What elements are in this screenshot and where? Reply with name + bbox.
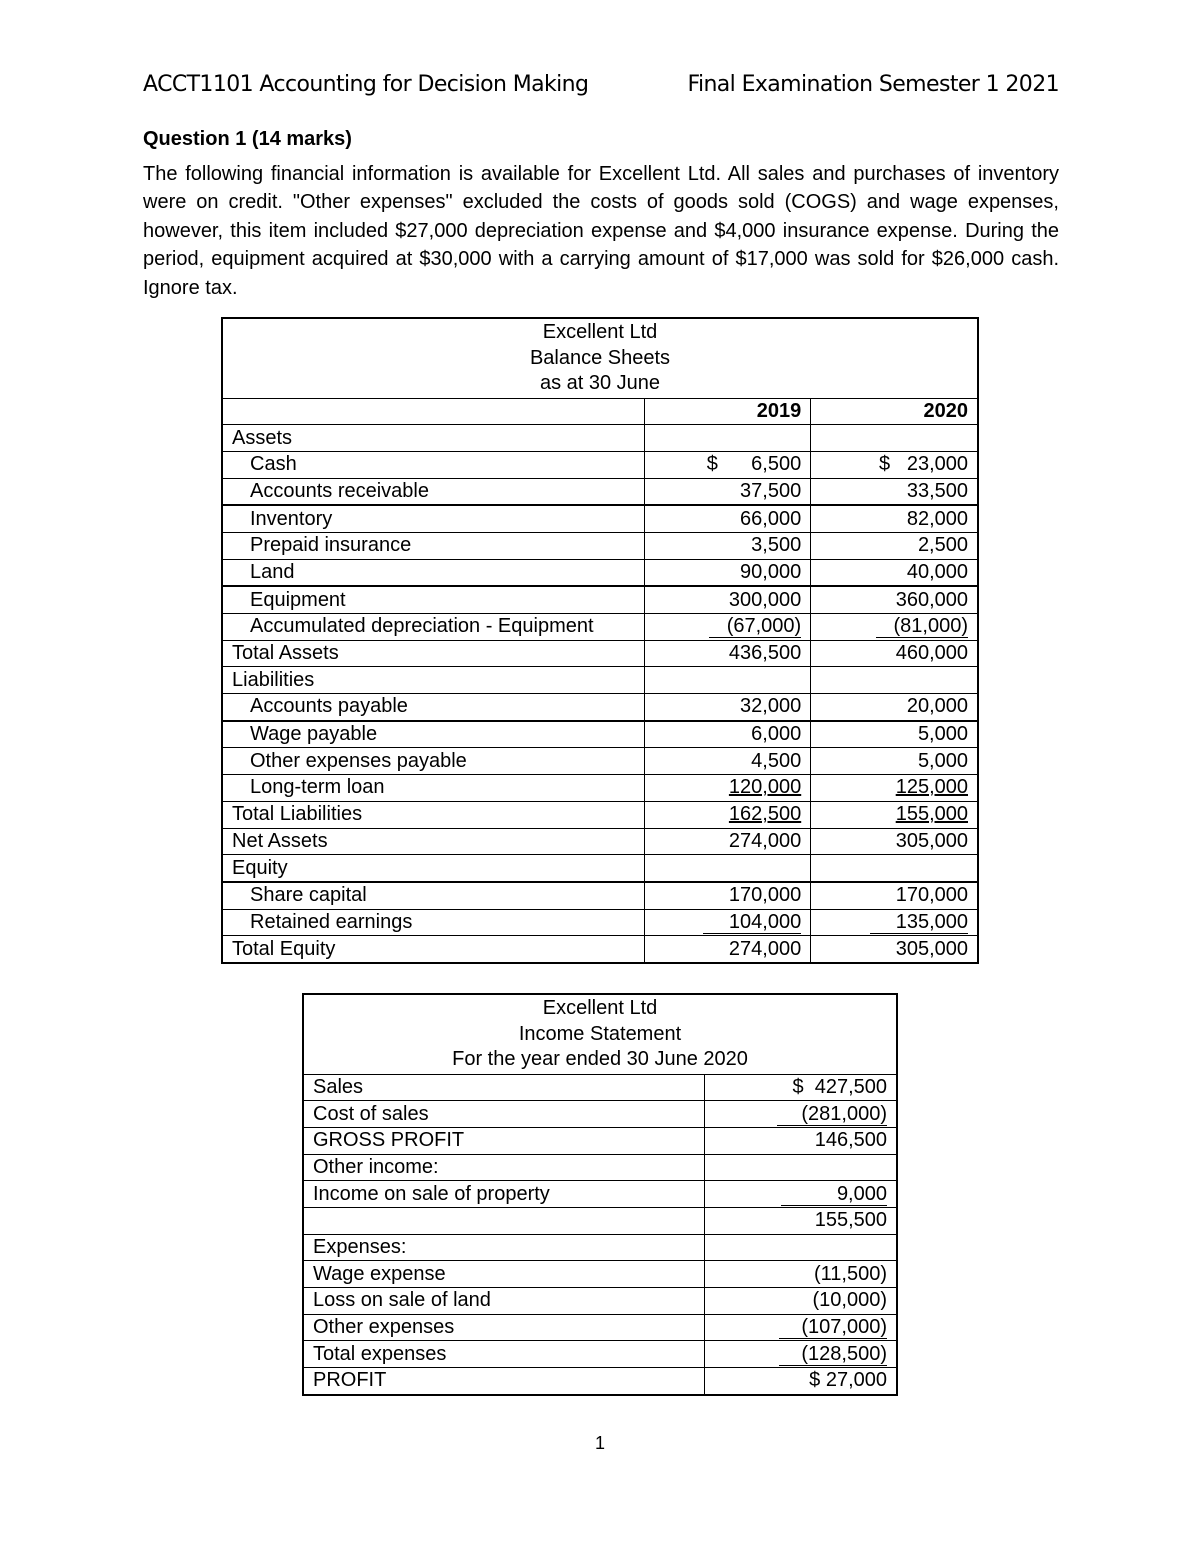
table-row bbox=[222, 614, 978, 641]
balance-sheet-date: as at 30 June bbox=[539, 372, 661, 394]
value-2020: 305,000 bbox=[811, 828, 978, 855]
balance-sheet-name: Balance Sheets bbox=[529, 346, 671, 369]
value-2019 bbox=[644, 425, 810, 452]
value-2019 bbox=[644, 667, 810, 694]
table-row bbox=[222, 478, 978, 505]
value-2019 bbox=[644, 909, 810, 936]
table-row bbox=[222, 667, 978, 694]
value-2020 bbox=[811, 855, 978, 882]
row-label bbox=[303, 1207, 705, 1234]
underlined-value: 162,500 bbox=[728, 803, 802, 826]
underlined-value: 120,000 bbox=[728, 776, 802, 799]
row-label: Long-term loan bbox=[222, 775, 644, 802]
table-row bbox=[303, 1207, 897, 1234]
year-2019: 2019 bbox=[644, 398, 810, 425]
table-row bbox=[303, 1288, 897, 1315]
row-label: Total Liabilities bbox=[222, 801, 644, 828]
underlined-value: (67,000) bbox=[709, 616, 802, 638]
table-row bbox=[222, 586, 978, 613]
table-row bbox=[222, 936, 978, 963]
underlined-value: (281,000) bbox=[777, 1104, 887, 1126]
row-label: Retained earnings bbox=[222, 909, 644, 936]
income-statement-table bbox=[302, 993, 898, 1396]
row-label: GROSS PROFIT bbox=[303, 1127, 705, 1154]
table-row bbox=[222, 505, 978, 532]
table-row bbox=[222, 855, 978, 882]
table-row bbox=[222, 640, 978, 667]
table-row bbox=[222, 828, 978, 855]
value-2020 bbox=[811, 425, 978, 452]
table-row bbox=[303, 1101, 897, 1128]
table-row bbox=[303, 1074, 897, 1101]
value-2019: 66,000 bbox=[644, 505, 810, 532]
question-intro: The following financial information is available for Excellent Ltd. All sales and purchases of inventory were on credit. "Other expenses" excluded the costs of goods sold (COGS) and wage expenses, however, this item included $27,000 depreciation expense and $4,000 insurance expense. During the period, equipment acquired at $30,000 with a carrying amount of $17,000 was sold for $26,000 cash. Ignore tax. bbox=[143, 163, 1059, 299]
underlined-value: (128,500) bbox=[779, 1344, 887, 1366]
income-statement-period: For the year ended 30 June 2020 bbox=[452, 1048, 748, 1070]
income-statement-title-row bbox=[303, 994, 897, 1074]
table-row bbox=[222, 451, 978, 478]
row-label: Total expenses bbox=[303, 1341, 705, 1368]
table-row bbox=[222, 775, 978, 802]
value-2019: 170,000 bbox=[644, 882, 810, 909]
row-label: Other expenses payable bbox=[222, 748, 644, 775]
value-2020 bbox=[811, 909, 978, 936]
value-2020 bbox=[811, 667, 978, 694]
table-row bbox=[303, 1181, 897, 1208]
value-2020: 33,500 bbox=[811, 478, 978, 505]
table-row bbox=[303, 1341, 897, 1368]
underlined-value: 155,000 bbox=[895, 803, 968, 826]
row-label: Other expenses bbox=[303, 1314, 705, 1341]
row-label: Cash bbox=[222, 451, 644, 478]
value-2019: 4,500 bbox=[644, 748, 810, 775]
underlined-value: 125,000 bbox=[895, 776, 968, 799]
row-label: Other income: bbox=[303, 1154, 705, 1181]
row-label: Assets bbox=[222, 425, 644, 452]
row-label: Inventory bbox=[222, 505, 644, 532]
row-value bbox=[705, 1181, 897, 1208]
value-2019: 3,500 bbox=[644, 532, 810, 559]
value-2020: 305,000 bbox=[811, 936, 978, 963]
row-value: 146,500 bbox=[705, 1127, 897, 1154]
balance-sheet-title-row bbox=[222, 318, 978, 398]
row-value bbox=[705, 1101, 897, 1128]
income-statement-name: Income Statement bbox=[518, 1022, 682, 1045]
value-2020 bbox=[811, 801, 978, 828]
value-2020: $ 23,000 bbox=[811, 451, 978, 478]
row-label: Wage payable bbox=[222, 721, 644, 748]
table-row bbox=[303, 1234, 897, 1261]
row-value: 155,500 bbox=[705, 1207, 897, 1234]
table-row bbox=[303, 1127, 897, 1154]
table-row bbox=[222, 748, 978, 775]
underlined-value: 9,000 bbox=[781, 1184, 887, 1206]
row-label: Share capital bbox=[222, 882, 644, 909]
table-row bbox=[222, 882, 978, 909]
balance-sheet-company: Excellent Ltd bbox=[542, 321, 658, 343]
value-2020: 5,000 bbox=[811, 721, 978, 748]
row-value: $ 427,500 bbox=[705, 1074, 897, 1101]
value-2020: 2,500 bbox=[811, 532, 978, 559]
underlined-value: (81,000) bbox=[876, 616, 969, 638]
value-2019 bbox=[644, 614, 810, 641]
row-label: Wage expense bbox=[303, 1261, 705, 1288]
value-2020: 5,000 bbox=[811, 748, 978, 775]
table-row bbox=[303, 1314, 897, 1341]
row-label: Accounts payable bbox=[222, 694, 644, 721]
year-2020: 2020 bbox=[811, 398, 978, 425]
row-label: Accumulated depreciation - Equipment bbox=[222, 614, 644, 641]
underlined-value: 135,000 bbox=[870, 912, 968, 934]
table-row bbox=[222, 694, 978, 721]
value-2019 bbox=[644, 801, 810, 828]
row-value bbox=[705, 1341, 897, 1368]
row-label: Total Assets bbox=[222, 640, 644, 667]
row-value bbox=[705, 1234, 897, 1261]
row-label: Equipment bbox=[222, 586, 644, 613]
row-value: $ 27,000 bbox=[705, 1368, 897, 1395]
value-2019: 274,000 bbox=[644, 936, 810, 963]
exam-header: Final Examination Semester 1 2021 bbox=[687, 72, 1059, 97]
row-value bbox=[705, 1314, 897, 1341]
row-label: Income on sale of property bbox=[303, 1181, 705, 1208]
row-label: Sales bbox=[303, 1074, 705, 1101]
table-row bbox=[222, 721, 978, 748]
table-row bbox=[222, 425, 978, 452]
table-row bbox=[303, 1261, 897, 1288]
value-2019: 274,000 bbox=[644, 828, 810, 855]
row-label: Liabilities bbox=[222, 667, 644, 694]
value-2020: 82,000 bbox=[811, 505, 978, 532]
row-label: Land bbox=[222, 559, 644, 586]
value-2019 bbox=[644, 855, 810, 882]
balance-sheet-title bbox=[222, 318, 978, 398]
row-label: Accounts receivable bbox=[222, 478, 644, 505]
income-statement-company: Excellent Ltd bbox=[542, 997, 658, 1019]
row-value: (10,000) bbox=[705, 1288, 897, 1315]
value-2019: 6,000 bbox=[644, 721, 810, 748]
underlined-value: 104,000 bbox=[703, 912, 801, 934]
value-2020: 20,000 bbox=[811, 694, 978, 721]
table-row bbox=[222, 801, 978, 828]
value-2020: 460,000 bbox=[811, 640, 978, 667]
value-2019: 436,500 bbox=[644, 640, 810, 667]
value-2020 bbox=[811, 775, 978, 802]
balance-sheet-year-row bbox=[222, 398, 978, 425]
value-2019: 32,000 bbox=[644, 694, 810, 721]
table-row bbox=[222, 532, 978, 559]
row-label: Loss on sale of land bbox=[303, 1288, 705, 1315]
row-value bbox=[705, 1154, 897, 1181]
table-row bbox=[222, 559, 978, 586]
value-2020: 360,000 bbox=[811, 586, 978, 613]
row-label: Cost of sales bbox=[303, 1101, 705, 1128]
value-2019: $ 6,500 bbox=[644, 451, 810, 478]
table-row bbox=[303, 1154, 897, 1181]
table-row bbox=[222, 909, 978, 936]
value-2019: 300,000 bbox=[644, 586, 810, 613]
row-label: Total Equity bbox=[222, 936, 644, 963]
value-2020: 40,000 bbox=[811, 559, 978, 586]
underlined-value: (107,000) bbox=[779, 1317, 887, 1339]
row-value: (11,500) bbox=[705, 1261, 897, 1288]
page-number: 1 bbox=[594, 1433, 605, 1453]
income-statement-title bbox=[303, 994, 897, 1074]
row-label: Expenses: bbox=[303, 1234, 705, 1261]
question-title: Question 1 (14 marks) bbox=[143, 128, 352, 150]
value-2019 bbox=[644, 775, 810, 802]
row-label: Equity bbox=[222, 855, 644, 882]
value-2019: 90,000 bbox=[644, 559, 810, 586]
value-2019: 37,500 bbox=[644, 478, 810, 505]
row-label: Prepaid insurance bbox=[222, 532, 644, 559]
year-label-cell bbox=[222, 398, 644, 425]
table-row bbox=[303, 1368, 897, 1395]
balance-sheet-table bbox=[221, 317, 979, 964]
value-2020: 170,000 bbox=[811, 882, 978, 909]
row-label: PROFIT bbox=[303, 1368, 705, 1395]
row-label: Net Assets bbox=[222, 828, 644, 855]
course-header: ACCT1101 Accounting for Decision Making bbox=[143, 72, 589, 97]
value-2020 bbox=[811, 614, 978, 641]
